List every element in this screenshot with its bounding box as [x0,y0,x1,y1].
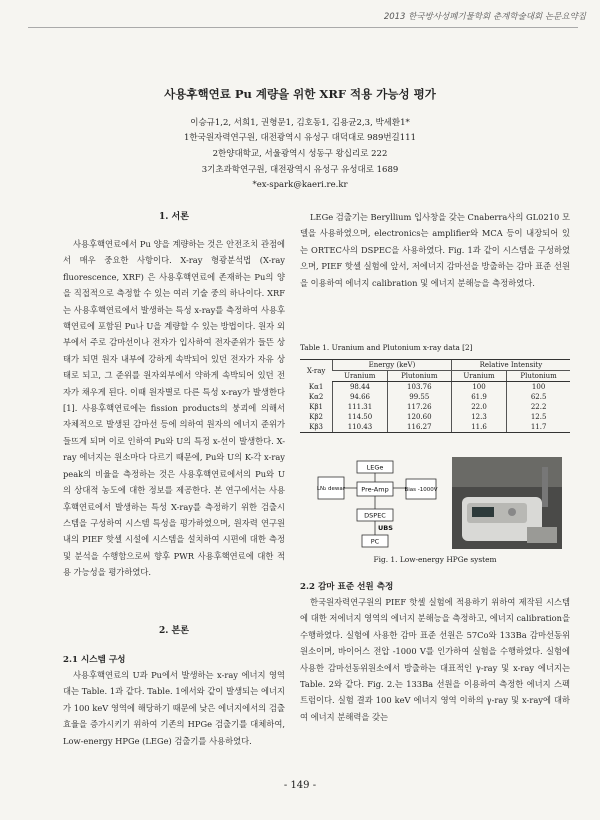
sub-plutonium: Plutonium [387,371,451,382]
cell: 103.76 [387,382,451,393]
bias-label: Bias -1000V [404,487,438,493]
col-energy-header: Energy (keV) [333,360,452,371]
affiliation-2: 2한양대학교, 서울광역시 성동구 왕십리로 222 [212,149,388,159]
intro-text: 사용후핵연료에서 Pu 양을 계량하는 것은 안전조치 관점에서 매우 중요한 사항이다. X-ray 형광분석법 (X-ray fluorescence, XRF) 은 사용후핵연료에 존재하는 Pu의 양을 직접적으로 측정할 수 있는 여러 기술 중의 하나이다. XRF는 사용후핵연료에서 발생하는 특성 x-ray를 측정하여 사용후핵연료에 포함된 Pu나 U을 계량할 수 있는 방법이다. 원자 외부에서 주로 감마선이나 전자가 입사하여 전자준위가 들뜬 상태가 되면 원자 내부에 강하게 속박되어 있던 전자가 자유 상태로 되고, 그 준위를 원자외부에서 약하게 속박되어 있던 전자가 채우게 된다. 이때 원자별로 다른 특성 x-ray가 발생한다 [1]. 사용후핵연료에는 fission products의 붕괴에 의해서 자체적으로 발생된 감마선 등에 의하여 원자의 에너지 준위가 들뜨게 되며 이로 인하여 Pu와 U의 특정 x-선이 발생한다. X-ray 에너지는 원소마다 다르기 때문에, Pu와 U의 K-각 x-ray peak의 비율을 측정하는 것은 사용후핵연료에서의 Pu와 U의 상대적 농도에 대한 정보를 제공한다. 본 연구에서는 사용후핵연료에서 발생하는 특성 X-ray를 측정하기 위한 검출시스템을 구성하여 시스템 특성을 평가하였으며, 원자력 연구원 내의 PIEF 핫셀 시설에 시스템을 설치하여 시편에 대한 측정 및 분석을 수행함으로써 향후 PWR 사용후핵연료에 대한 적용 가능성을 평가하였다. [63,239,285,578]
sub-uranium: Uranium [451,371,506,382]
affiliation-3: 3기초과학연구원, 대전광역시 유성구 유성대로 1689 [201,165,399,175]
figure-caption: Fig. 1. Low-energy HPGe system [373,555,497,564]
sub-plutonium: Plutonium [507,371,570,382]
cell: 61.9 [451,392,506,402]
cell: 62.5 [507,392,570,402]
cell: 99.55 [387,392,451,402]
col-xray-header: X-ray [300,360,333,382]
cell: 114.50 [333,412,388,422]
row-label: Kα2 [308,393,324,401]
authors: 이승규1,2, 서희1, 권형문1, 김호동1, 김용균2,3, 박세환1* [190,118,410,128]
ubs-label: UBS [378,524,393,532]
header-rule [28,27,578,28]
cell: 100 [451,382,506,393]
cell: 12.3 [451,412,506,422]
table-row [300,412,570,422]
subsection-2-1-text: 사용후핵연료의 U과 Pu에서 발생하는 x-ray 에너지 영역 대는 Table. 1과 같다. Table. 1에서와 같이 발생되는 에너지가 100 keV 영역에 해당하기 때문에 낮은 에너지에서의 검출효율을 증가시키기 위하여 기존의 HPGe 검출기를 대체하여, Low-energy HPGe (LEGe) 검출기를 사용하였다. [63,670,285,746]
cell: 116.27 [387,422,451,433]
col-intensity-header: Relative Intensity [451,360,570,371]
cell: 11.6 [451,422,506,433]
pc-label: PC [370,537,380,546]
table-row [300,382,570,393]
xray-table [300,359,570,433]
table-row [300,422,570,433]
table-row [300,402,570,412]
col2-text: LEGe 검출기는 Beryllium 입사창을 갖는 Cnaberra사의 GL0210 모델을 사용하였으며, electronics는 amplifier와 MCA 등이 내장되어 있는 ORTEC사의 DSPEC을 사용하였다. Fig. 1과 같이 시스템을 구성하였으며, PIEF 핫셀 실험에 앞서, 저에너지 감마선을 방출하는 감마 표준 선원을 이용하여 에너지 calibration 및 에너지 분해능을 측정하였다. [300,212,570,288]
subsection-2-2-title: 2.2 감마 표준 선원 측정 [300,582,394,592]
preamp-label: Pre-Amp [361,485,389,494]
cell: 120.60 [387,412,451,422]
section-intro-title: 1. 서론 [159,212,189,222]
cell: 22.0 [451,402,506,412]
cell: 100 [507,382,570,393]
subsection-2-2-text: 한국원자력연구원의 PIEF 핫셀 실험에 적용하기 위하여 제작된 시스템에 대한 저에너지 영역의 에너지 분해능을 측정하고, 에너지 calibration을 수행하였다. 실험에 사용한 감마 표준 선원은 57Co와 133Ba 감마선동위원소이며, 바이어스 전압 -1000 V를 인가하여 실험을 수행하였다. 실험에 사용한 감마선동위원소에서 방출하는 대표적인 γ-ray 및 x-ray 에너지는 Table. 2와 같다. Fig. 2.는 133Ba 선원을 이용하여 측정한 에너지 스펙트럼이다. 실험 결과 100 keV 에너지 영역 이하의 γ-ray 및 x-ray에 대하여 에너지 분해력을 갖는 [300,597,570,722]
cell: 94.66 [333,392,388,402]
cell: 111.31 [333,402,388,412]
equipment-photo [452,457,562,549]
cell: 11.7 [507,422,570,433]
paper-title: 사용후핵연료 Pu 계량을 위한 XRF 적용 가능성 평가 [164,87,436,101]
cell: 22.2 [507,402,570,412]
row-label: Kβ2 [309,413,323,421]
cell: 12.5 [507,412,570,422]
figure-1 [312,457,562,549]
row-label: Kβ1 [309,403,323,411]
affiliation-1: 1한국원자력연구원, 대전광역시 유성구 대덕대로 989번길111 [183,133,416,143]
subsection-2-1-title: 2.1 시스템 구성 [63,655,126,665]
cell: 110.43 [333,422,388,433]
row-label: Kβ3 [300,422,333,433]
sub-uranium: Uranium [333,371,388,382]
dspec-label: DSPEC [364,511,386,520]
ln2-label: LN₂ dewar [316,486,346,492]
cell: 117.26 [387,402,451,412]
table-caption: Table 1. Uranium and Plutonium x-ray data [2] [300,343,473,352]
table-row [300,392,570,402]
section-body-title: 2. 본론 [159,626,189,636]
running-header: 2013 한국방사성폐기물학회 춘계학술대회 논문요약집 [383,12,586,22]
page-number: - 149 - [283,780,317,791]
lege-label: LEGe [366,463,384,472]
row-label: Kα1 [308,382,324,391]
email: *ex-spark@kaeri.re.kr [252,180,348,190]
cell: 98.44 [333,382,388,393]
block-diagram [312,457,562,549]
